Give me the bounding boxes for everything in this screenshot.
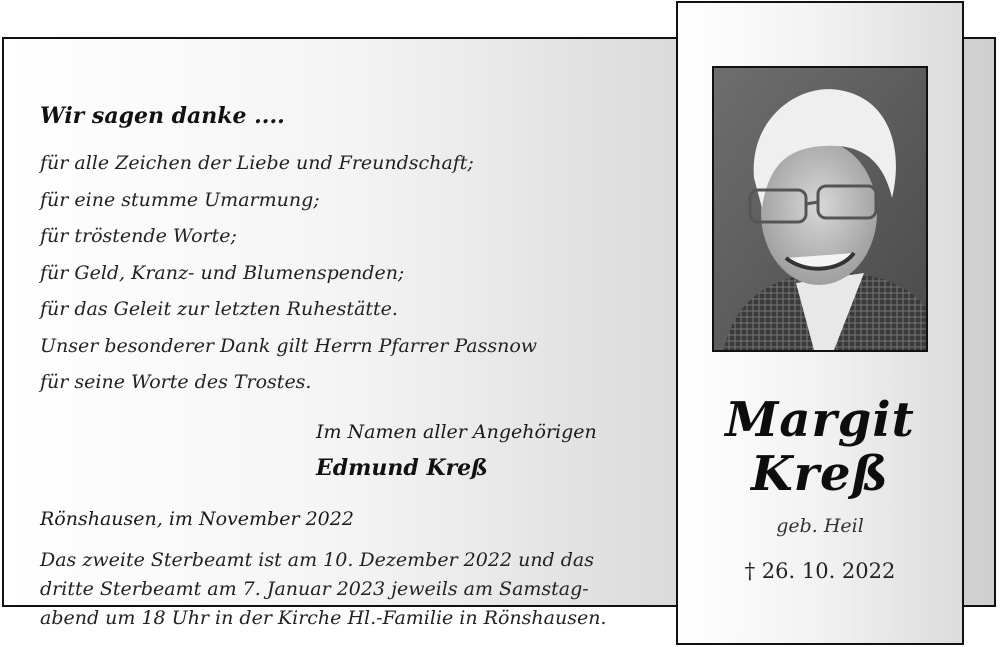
death-date: † 26. 10. 2022 [744, 559, 896, 583]
portrait-card [676, 1, 964, 645]
signature-block [316, 415, 660, 486]
note-line: abend um 18 Uhr in der Kirche Hl.-Familie in Rönshausen. [40, 606, 607, 629]
note-line: Das zweite Sterbeamt ist am 10. Dezember 2022 und das [40, 548, 594, 571]
thanks-line: für das Geleit zur letzten Ruhestätte. [40, 298, 398, 320]
thanks-line: Unser besonderer Dank gilt Herrn Pfarrer Passnow [40, 334, 538, 357]
maiden-name: geb. Heil [776, 515, 864, 537]
on-behalf-text: Im Namen aller Angehörigen [316, 420, 597, 443]
thanks-line: für seine Worte des Trostes. [40, 371, 312, 393]
thanks-line: für alle Zeichen der Liebe und Freundschaft; [40, 152, 474, 174]
thanks-line: für Geld, Kranz- und Blumenspenden; [40, 261, 405, 284]
heading: Wir sagen danke .... [40, 103, 285, 129]
thanks-line: für tröstende Worte; [40, 225, 237, 247]
thanks-line: für eine stumme Umarmung; [40, 188, 320, 211]
place-date: Rönshausen, im November 2022 [40, 507, 354, 530]
text-area [40, 103, 660, 633]
portrait-image [714, 68, 926, 350]
portrait-photo [712, 66, 928, 352]
deceased-name-block [678, 393, 962, 583]
first-name: Margit [725, 392, 915, 448]
mass-note [40, 546, 660, 633]
signer-name: Edmund Kreß [316, 454, 488, 481]
note-line: dritte Sterbeamt am 7. Januar 2023 jeweils am Samstag- [40, 577, 589, 600]
last-name: Kreß [750, 446, 889, 502]
